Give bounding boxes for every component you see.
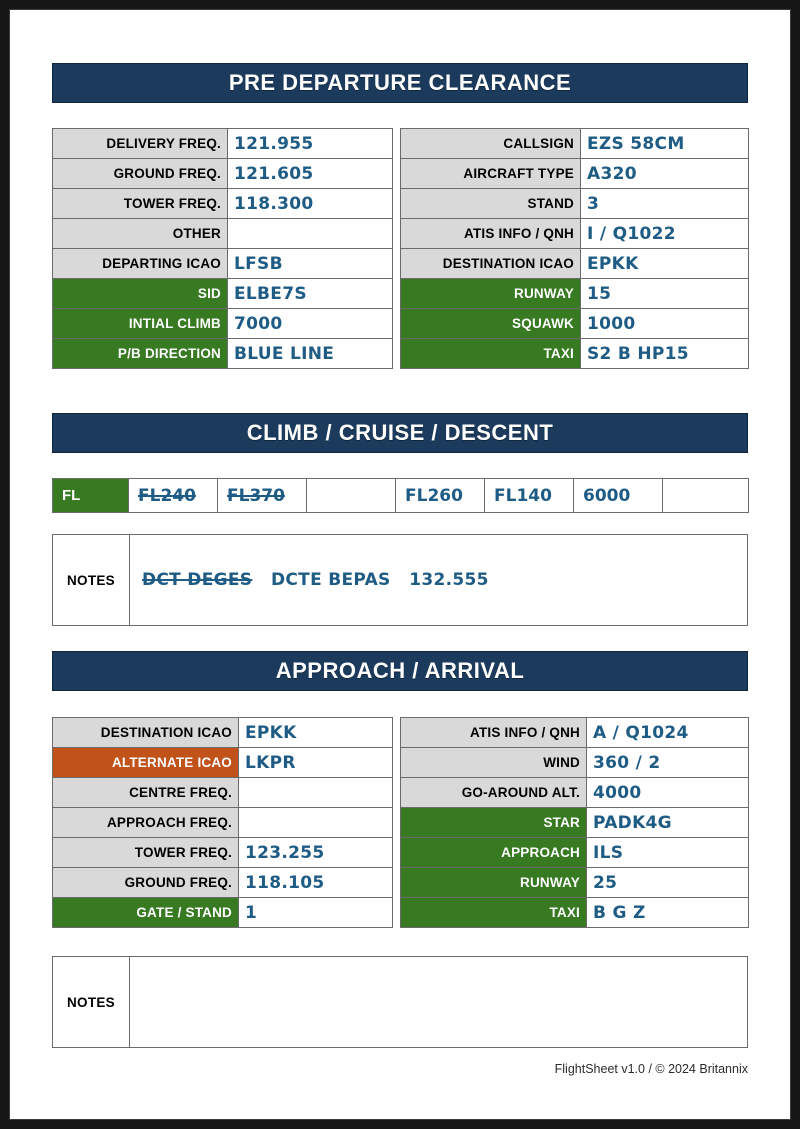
- pre-departure-right-rows: [401, 129, 749, 369]
- row-value[interactable]: LKPR: [239, 748, 393, 778]
- notes-active-route: DCTE BEPAS 132.555: [252, 570, 489, 590]
- table-row: [53, 838, 393, 868]
- row-label: APPROACH FREQ.: [53, 808, 239, 838]
- flight-level-value: FL240: [138, 485, 196, 506]
- row-value[interactable]: PADK4G: [587, 808, 749, 838]
- row-label: INTIAL CLIMB: [53, 309, 228, 339]
- row-label: TAXI: [401, 898, 587, 928]
- table-row: [401, 279, 749, 309]
- row-label: SQUAWK: [401, 309, 581, 339]
- row-label: AIRCRAFT TYPE: [401, 159, 581, 189]
- row-value[interactable]: B G Z: [587, 898, 749, 928]
- section-banner-approach-arrival: APPROACH / ARRIVAL: [52, 651, 748, 691]
- row-label: OTHER: [53, 219, 228, 249]
- approach-arrival-left-rows: [53, 718, 393, 928]
- table-row: [53, 808, 393, 838]
- section-banner-pre-departure-clearance: PRE DEPARTURE CLEARANCE: [52, 63, 748, 103]
- row-label: ATIS INFO / QNH: [401, 219, 581, 249]
- flight-level-value: FL140: [494, 485, 552, 506]
- row-label: DESTINATION ICAO: [53, 718, 239, 748]
- section-banner-climb-cruise-descent: CLIMB / CRUISE / DESCENT: [52, 413, 748, 453]
- flight-level-cell[interactable]: [307, 479, 396, 513]
- table-row: [53, 778, 393, 808]
- row-value[interactable]: 15: [581, 279, 749, 309]
- row-label: ALTERNATE ICAO: [53, 748, 239, 778]
- table-row: [401, 249, 749, 279]
- row-value[interactable]: 1000: [581, 309, 749, 339]
- row-label: DELIVERY FREQ.: [53, 129, 228, 159]
- row-value[interactable]: I / Q1022: [581, 219, 749, 249]
- notes-content[interactable]: [130, 535, 747, 625]
- flight-level-cell[interactable]: [663, 479, 749, 513]
- row-label: ATIS INFO / QNH: [401, 718, 587, 748]
- table-row: [53, 718, 393, 748]
- row-label: RUNWAY: [401, 868, 587, 898]
- flight-level-cell[interactable]: [396, 479, 485, 513]
- row-value[interactable]: 1: [239, 898, 393, 928]
- flight-sheet-page: [9, 9, 791, 1120]
- flight-level-row: [53, 479, 749, 513]
- table-row: [401, 778, 749, 808]
- table-row: [53, 249, 393, 279]
- row-label: APPROACH: [401, 838, 587, 868]
- row-label: GROUND FREQ.: [53, 159, 228, 189]
- row-value[interactable]: [228, 219, 393, 249]
- row-value[interactable]: EPKK: [239, 718, 393, 748]
- notes-label: NOTES: [53, 535, 130, 625]
- row-value[interactable]: ELBE7S: [228, 279, 393, 309]
- table-row: [401, 718, 749, 748]
- table-row: [53, 129, 393, 159]
- table-row: [401, 339, 749, 369]
- approach-arrival-notes-box: [52, 956, 748, 1048]
- table-row: [401, 748, 749, 778]
- table-row: [53, 748, 393, 778]
- flight-level-value: 6000: [583, 485, 631, 506]
- table-row: [401, 898, 749, 928]
- pre-departure-left-rows: [53, 129, 393, 369]
- approach-arrival-left-table: [52, 717, 393, 928]
- climb-cruise-descent-notes-box: [52, 534, 748, 626]
- row-value[interactable]: S2 B HP15: [581, 339, 749, 369]
- row-label: GROUND FREQ.: [53, 868, 239, 898]
- flight-level-value: FL370: [227, 485, 285, 506]
- approach-arrival-right-rows: [401, 718, 749, 928]
- row-value[interactable]: EPKK: [581, 249, 749, 279]
- row-value[interactable]: 121.605: [228, 159, 393, 189]
- row-value[interactable]: BLUE LINE: [228, 339, 393, 369]
- pre-departure-left-table: [52, 128, 393, 369]
- table-row: [401, 219, 749, 249]
- pre-departure-right-table: [400, 128, 749, 369]
- row-label: DESTINATION ICAO: [401, 249, 581, 279]
- row-label: RUNWAY: [401, 279, 581, 309]
- row-label: CALLSIGN: [401, 129, 581, 159]
- notes-label: NOTES: [53, 957, 130, 1047]
- row-value[interactable]: LFSB: [228, 249, 393, 279]
- row-label: STAR: [401, 808, 587, 838]
- table-row: [53, 309, 393, 339]
- table-row: [53, 868, 393, 898]
- row-label: WIND: [401, 748, 587, 778]
- table-row: [401, 189, 749, 219]
- row-label: SID: [53, 279, 228, 309]
- flight-level-cell[interactable]: [218, 479, 307, 513]
- row-value[interactable]: 7000: [228, 309, 393, 339]
- row-label: GATE / STAND: [53, 898, 239, 928]
- document-footer: FlightSheet v1.0 / © 2024 Britannix: [554, 1062, 748, 1076]
- row-value[interactable]: [239, 808, 393, 838]
- row-value[interactable]: 118.105: [239, 868, 393, 898]
- row-label: CENTRE FREQ.: [53, 778, 239, 808]
- flight-level-header-cell: FL: [53, 479, 129, 513]
- flight-level-cell[interactable]: [129, 479, 218, 513]
- notes-content[interactable]: [130, 957, 747, 1047]
- row-value[interactable]: A / Q1024: [587, 718, 749, 748]
- row-value[interactable]: 123.255: [239, 838, 393, 868]
- row-value[interactable]: [239, 778, 393, 808]
- row-value[interactable]: EZS 58CM: [581, 129, 749, 159]
- row-label: GO-AROUND ALT.: [401, 778, 587, 808]
- table-row: [401, 868, 749, 898]
- table-row: [53, 159, 393, 189]
- row-label: TAXI: [401, 339, 581, 369]
- notes-struck-route: DCT DEGES: [142, 570, 253, 590]
- row-value[interactable]: 3: [581, 189, 749, 219]
- flight-level-cell[interactable]: [574, 479, 663, 513]
- row-label: DEPARTING ICAO: [53, 249, 228, 279]
- row-label: STAND: [401, 189, 581, 219]
- table-row: [401, 808, 749, 838]
- table-row: [53, 339, 393, 369]
- row-value[interactable]: 118.300: [228, 189, 393, 219]
- row-value[interactable]: A320: [581, 159, 749, 189]
- row-value[interactable]: ILS: [587, 838, 749, 868]
- row-value[interactable]: 4000: [587, 778, 749, 808]
- table-row: [401, 309, 749, 339]
- row-label: P/B DIRECTION: [53, 339, 228, 369]
- table-row: [53, 279, 393, 309]
- table-row: [53, 189, 393, 219]
- table-row: [401, 838, 749, 868]
- table-row: [401, 159, 749, 189]
- row-value[interactable]: 121.955: [228, 129, 393, 159]
- table-row: [53, 898, 393, 928]
- table-row: [53, 219, 393, 249]
- flight-level-value: FL260: [405, 485, 463, 506]
- row-value[interactable]: 25: [587, 868, 749, 898]
- flight-level-table: [52, 478, 749, 513]
- row-label: TOWER FREQ.: [53, 189, 228, 219]
- row-value[interactable]: 360 / 2: [587, 748, 749, 778]
- approach-arrival-right-table: [400, 717, 749, 928]
- table-row: [401, 129, 749, 159]
- row-label: TOWER FREQ.: [53, 838, 239, 868]
- flight-level-cell[interactable]: [485, 479, 574, 513]
